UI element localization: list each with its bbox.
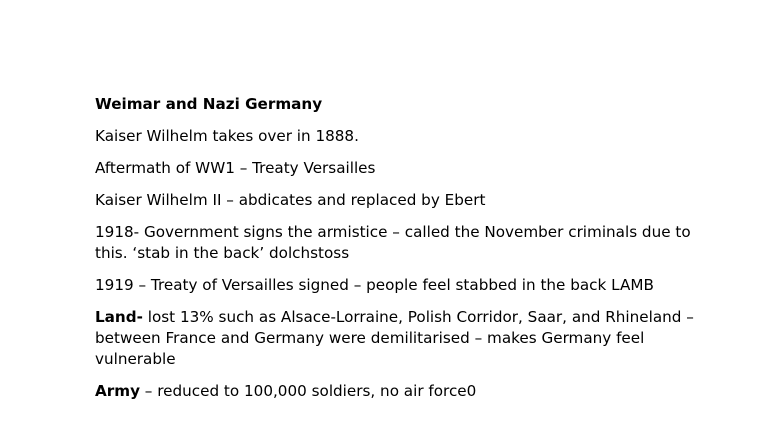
paragraph-1918-armistice: 1918- Government signs the armistice – called the November criminals due to this. ‘stab in the back’ dolchstoss [95, 223, 691, 262]
army-text: – reduced to 100,000 soldiers, no air force0 [139, 382, 477, 400]
document-body [95, 94, 695, 413]
document-title: Weimar and Nazi Germany [95, 95, 323, 113]
paragraph-kaiser-abdicates: Kaiser Wilhelm II – abdicates and replaced by Ebert [95, 191, 486, 209]
land-label: Land- [95, 308, 143, 326]
land-text: lost 13% such as Alsace-Lorraine, Polish Corridor, Saar, and Rhineland – between France and Germany were demilitarised – makes Germany feel vulnerable [95, 308, 694, 368]
paragraph-1919-treaty: 1919 – Treaty of Versailles signed – people feel stabbed in the back LAMB [95, 276, 654, 294]
paragraph-aftermath-ww1: Aftermath of WW1 – Treaty Versailles [95, 159, 376, 177]
paragraph-kaiser-takes-over: Kaiser Wilhelm takes over in 1888. [95, 127, 359, 145]
army-label: Army [95, 382, 140, 400]
paragraph-army [95, 381, 695, 402]
paragraph-land [95, 307, 695, 370]
